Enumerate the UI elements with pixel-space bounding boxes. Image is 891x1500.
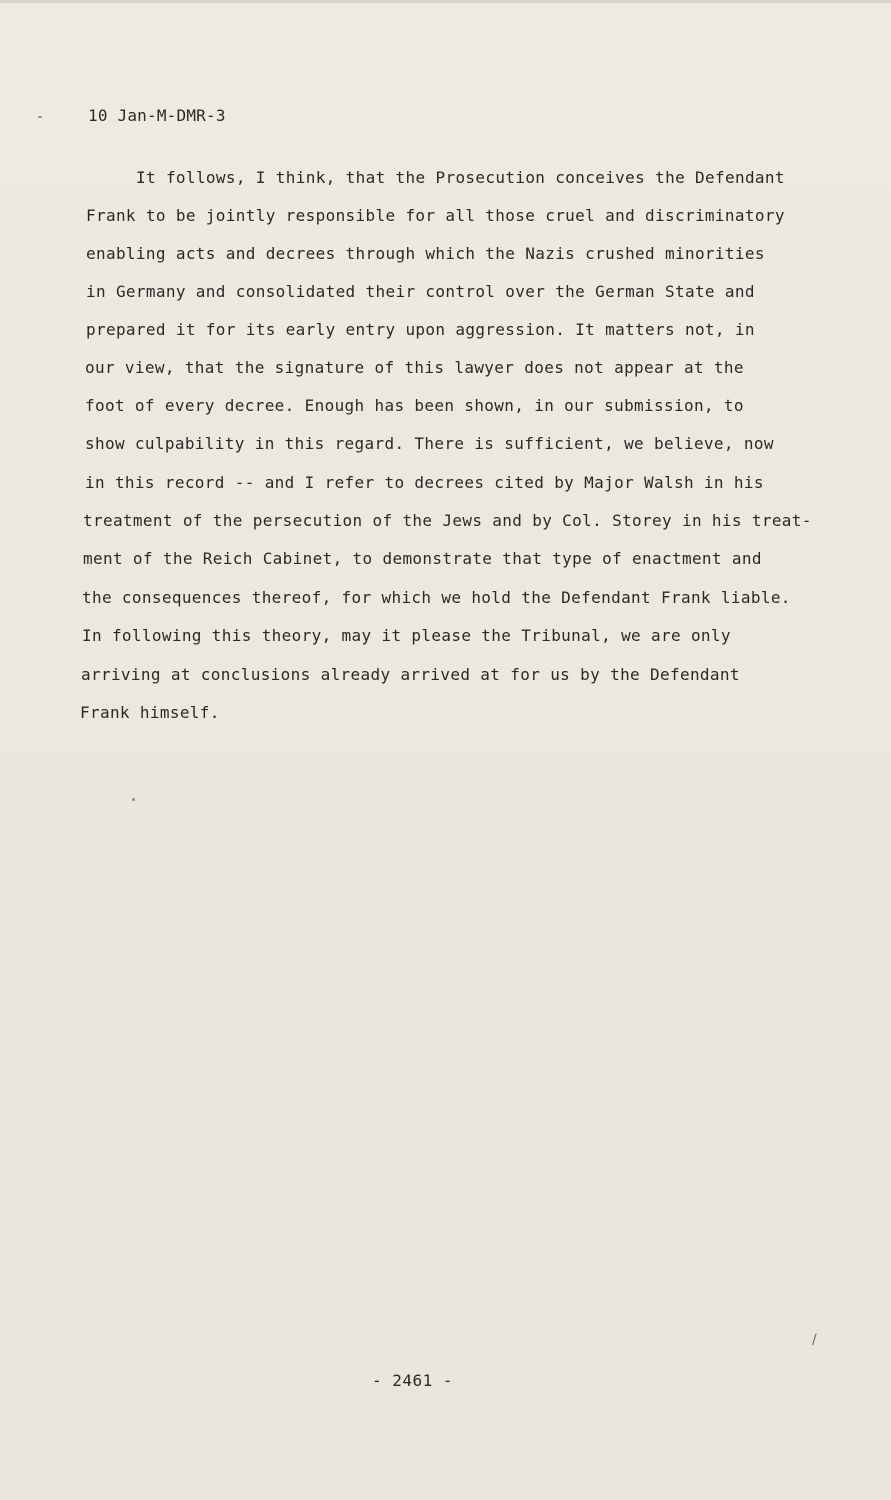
paper-speck <box>38 116 42 118</box>
text-line: foot of every decree. Enough has been shown, in our submission, to <box>85 396 744 415</box>
document-header: 10 Jan-M-DMR-3 <box>88 106 226 125</box>
text-line: ment of the Reich Cabinet, to demonstrate that type of enactment and <box>83 549 762 568</box>
margin-tick-mark: / <box>812 1332 817 1348</box>
text-line: in this record -- and I refer to decrees cited by Major Walsh in his <box>85 473 764 492</box>
text-line: arriving at conclusions already arrived at for us by the Defendant <box>81 665 740 684</box>
text-line: the consequences thereof, for which we hold the Defendant Frank liable. <box>82 588 791 607</box>
text-line: show culpability in this regard. There is sufficient, we believe, now <box>85 434 774 453</box>
text-line: prepared it for its early entry upon aggression. It matters not, in <box>86 320 755 339</box>
text-line: in Germany and consolidated their control over the German State and <box>86 282 755 301</box>
page-top-edge <box>0 0 891 3</box>
text-line: our view, that the signature of this lawyer does not appear at the <box>85 358 744 377</box>
text-line: It follows, I think, that the Prosecution conceives the Defendant <box>136 168 785 187</box>
text-line: Frank to be jointly responsible for all those cruel and discriminatory <box>86 206 785 225</box>
text-line: In following this theory, may it please the Tribunal, we are only <box>82 626 731 645</box>
page-number: - 2461 - <box>372 1371 454 1390</box>
text-line: Frank himself. <box>80 703 220 722</box>
text-line: enabling acts and decrees through which the Nazis crushed minorities <box>86 244 765 263</box>
text-line: treatment of the persecution of the Jews and by Col. Storey in his treat- <box>83 511 812 530</box>
paper-speck <box>132 798 135 801</box>
